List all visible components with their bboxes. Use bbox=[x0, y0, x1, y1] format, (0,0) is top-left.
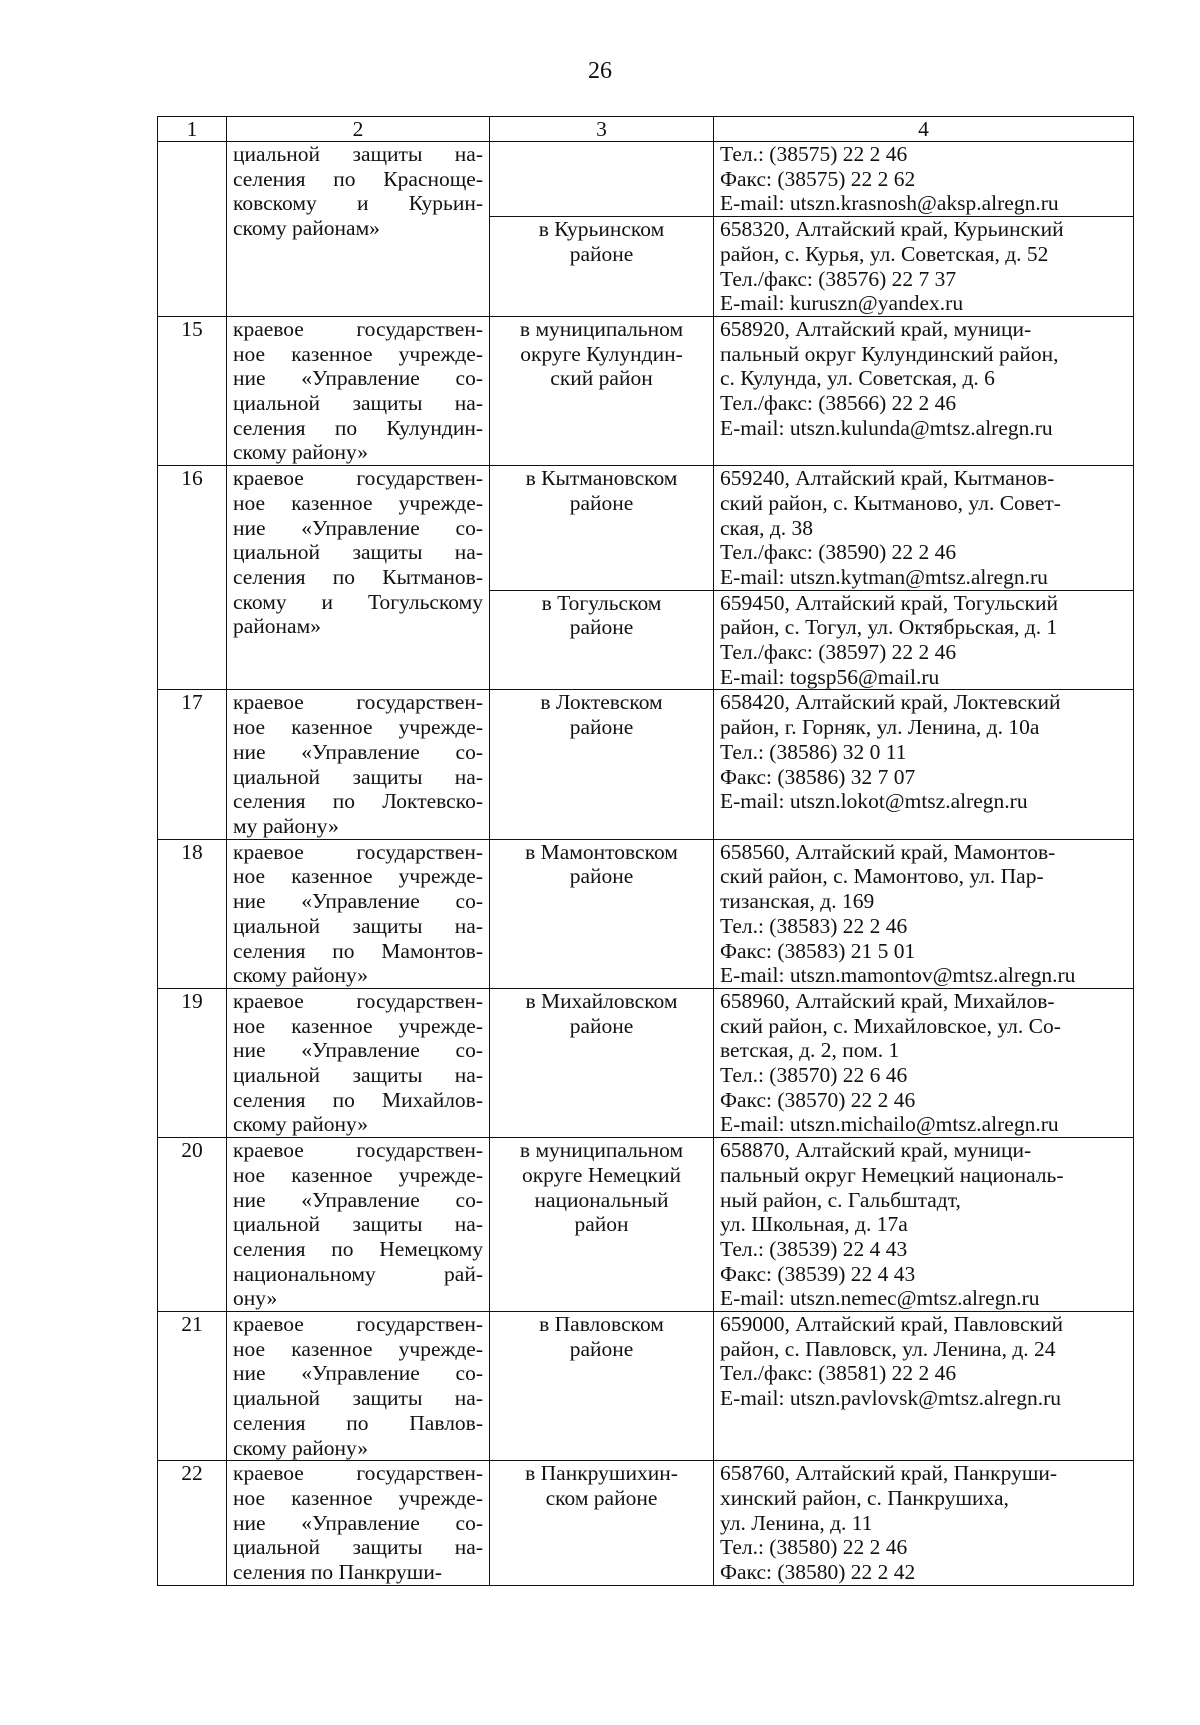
address-line: 658560, Алтайский край, Мамонтов- bbox=[720, 839, 1056, 864]
institution-name-line: циальной защиты на- bbox=[233, 1535, 483, 1560]
institution-name-line: краевое государствен- bbox=[233, 466, 483, 491]
location-line: районе bbox=[569, 1013, 634, 1038]
address-line: Тел./факс: (38590) 22 2 46 bbox=[720, 540, 957, 565]
location-cell bbox=[490, 142, 714, 217]
institution-name-line: краевое государствен- bbox=[233, 988, 483, 1013]
table-header-row bbox=[158, 117, 1134, 142]
institution-name-line: ние «Управление со- bbox=[233, 1361, 483, 1386]
institution-name-line: циальной защиты на- bbox=[233, 1063, 483, 1088]
email-line: E-mail: utszn.kytman@mtsz.alregn.ru bbox=[720, 564, 1048, 589]
address-line: 658320, Алтайский край, Курьинский bbox=[720, 217, 1064, 242]
address-line: район, с. Тогул, ул. Октябрьская, д. 1 bbox=[720, 615, 1058, 640]
location-cell bbox=[490, 1461, 714, 1586]
table-row bbox=[158, 142, 1134, 217]
location-line: районе bbox=[569, 490, 634, 515]
institution-name-line: ное казенное учрежде- bbox=[233, 1336, 483, 1361]
institution-name-line: скому районам» bbox=[233, 216, 380, 241]
address-line: Тел./факс: (38566) 22 2 46 bbox=[720, 391, 957, 416]
address-cell bbox=[714, 690, 1134, 839]
location-cell bbox=[490, 217, 714, 317]
address-line: Факс: (38586) 32 7 07 bbox=[720, 764, 916, 789]
location-line: округе Кулундин- bbox=[520, 341, 683, 366]
location-line: ском районе bbox=[545, 1485, 658, 1510]
address-cell bbox=[714, 217, 1134, 317]
address-cell bbox=[714, 316, 1134, 465]
address-cell bbox=[714, 142, 1134, 217]
institution-name-line: скому и Тогульскому bbox=[233, 589, 483, 614]
page-number: 26 bbox=[588, 58, 612, 84]
institution-name-line: ону» bbox=[233, 1286, 278, 1311]
institution-name-line: селения по Локтевско- bbox=[233, 789, 483, 814]
location-cell bbox=[490, 988, 714, 1137]
institution-name-line: ние «Управление со- bbox=[233, 1187, 483, 1212]
address-line: Тел.: (38539) 22 4 43 bbox=[720, 1236, 908, 1261]
location-line: районе bbox=[569, 1336, 634, 1361]
table-row bbox=[158, 839, 1134, 988]
address-line: пальный округ Немецкий националь- bbox=[720, 1162, 1064, 1187]
institution-name bbox=[227, 690, 490, 839]
row-number: 21 bbox=[158, 1312, 227, 1461]
institution-name bbox=[227, 1138, 490, 1312]
row-number: 18 bbox=[158, 839, 227, 988]
location-line: в Тогульском bbox=[541, 590, 662, 615]
institution-name bbox=[227, 466, 490, 690]
institution-name-line: циальной защиты на- bbox=[233, 540, 483, 565]
address-cell bbox=[714, 1312, 1134, 1461]
institution-name-line: му району» bbox=[233, 813, 339, 838]
institution-name-line: скому району» bbox=[233, 440, 369, 465]
address-line: ский район, с. Кытманово, ул. Совет- bbox=[720, 490, 1061, 515]
location-line: в Панкрушихин- bbox=[525, 1461, 678, 1486]
institution-name-line: национальному рай- bbox=[233, 1261, 483, 1286]
address-cell bbox=[714, 590, 1134, 690]
institution-name-line: краевое государствен- bbox=[233, 1312, 483, 1337]
row-number: 15 bbox=[158, 316, 227, 465]
institution-name-line: ное казенное учрежде- bbox=[233, 1013, 483, 1038]
row-number: 17 bbox=[158, 690, 227, 839]
address-line: район, с. Павловск, ул. Ленина, д. 24 bbox=[720, 1336, 1056, 1361]
address-line: 658920, Алтайский край, муници- bbox=[720, 316, 1032, 341]
column-header-address: 4 bbox=[714, 117, 1134, 142]
address-line: ский район, с. Мамонтово, ул. Пар- bbox=[720, 864, 1044, 889]
institution-name-line: скому району» bbox=[233, 1435, 369, 1460]
institution-name-line: селения по Панкруши- bbox=[233, 1560, 442, 1585]
institution-name-line: ние «Управление со- bbox=[233, 889, 483, 914]
address-line: Тел./факс: (38581) 22 2 46 bbox=[720, 1361, 957, 1386]
location-line: в Михайловском bbox=[525, 988, 678, 1013]
institution-name-line: ние «Управление со- bbox=[233, 1510, 483, 1535]
location-line: округе Немецкий bbox=[521, 1162, 682, 1187]
address-line: тизанская, д. 169 bbox=[720, 889, 875, 914]
table-row bbox=[158, 1138, 1134, 1312]
location-line: ский район bbox=[550, 366, 653, 391]
address-line: 659240, Алтайский край, Кытманов- bbox=[720, 466, 1055, 491]
institution-name-line: селения по Кулундин- bbox=[233, 415, 483, 440]
location-line: районе bbox=[569, 241, 634, 266]
address-line: ул. Ленина, д. 11 bbox=[720, 1510, 873, 1535]
address-line: район, с. Курья, ул. Советская, д. 52 bbox=[720, 241, 1049, 266]
email-line: E-mail: utszn.pavlovsk@mtsz.alregn.ru bbox=[720, 1386, 1062, 1411]
location-line: в Павловском bbox=[539, 1312, 664, 1337]
institution-name-line: ное казенное учрежде- bbox=[233, 864, 483, 889]
institution-name-line: районам» bbox=[233, 614, 321, 639]
location-line: в Кытмановском bbox=[525, 466, 678, 491]
address-line: Факс: (38583) 21 5 01 bbox=[720, 938, 916, 963]
institution-name-line: селения по Краснощe- bbox=[233, 166, 483, 191]
address-line: с. Кулунда, ул. Советская, д. 6 bbox=[720, 366, 995, 391]
location-cell bbox=[490, 839, 714, 988]
institution-name-line: циальной защиты на- bbox=[233, 1212, 483, 1237]
address-line: 658420, Алтайский край, Локтевский bbox=[720, 690, 1061, 715]
email-line: E-mail: utszn.lokot@mtsz.alregn.ru bbox=[720, 789, 1028, 814]
institution-name-line: ние «Управление со- bbox=[233, 1038, 483, 1063]
location-cell bbox=[490, 1138, 714, 1312]
location-line: в муниципальном bbox=[519, 1138, 684, 1163]
location-line: районе bbox=[569, 715, 634, 740]
address-line: 658960, Алтайский край, Михайлов- bbox=[720, 988, 1055, 1013]
address-line: Факс: (38580) 22 2 42 bbox=[720, 1560, 916, 1585]
location-cell bbox=[490, 466, 714, 591]
row-number: 22 bbox=[158, 1461, 227, 1586]
institution-name-line: ное казенное учрежде- bbox=[233, 490, 483, 515]
address-line: пальный округ Кулундинский район, bbox=[720, 341, 1059, 366]
table-body bbox=[158, 142, 1134, 1586]
institution-name-line: циальной защиты на- bbox=[233, 142, 483, 166]
institution-name-line: ное казенное учрежде- bbox=[233, 715, 483, 740]
address-line: хинский район, с. Панкрушиха, bbox=[720, 1485, 1009, 1510]
address-line: ский район, с. Михайловское, ул. Со- bbox=[720, 1013, 1061, 1038]
address-line: 659000, Алтайский край, Павловский bbox=[720, 1312, 1064, 1337]
address-line: Факс: (38575) 22 2 62 bbox=[720, 166, 916, 191]
column-header-location: 3 bbox=[490, 117, 714, 142]
address-line: Тел.: (38575) 22 2 46 bbox=[720, 142, 908, 166]
location-line: районе bbox=[569, 864, 634, 889]
row-number bbox=[158, 142, 227, 317]
institution-name-line: циальной защиты на- bbox=[233, 764, 483, 789]
location-line: в Мамонтовском bbox=[525, 839, 678, 864]
location-line: в муниципальном bbox=[519, 316, 684, 341]
email-line: E-mail: kuruszn@yandex.ru bbox=[720, 291, 964, 316]
location-cell bbox=[490, 690, 714, 839]
institution-name-line: селения по Немецкому bbox=[233, 1236, 483, 1261]
institution-name bbox=[227, 988, 490, 1137]
institution-name-line: селения по Кытманов- bbox=[233, 564, 483, 589]
location-cell bbox=[490, 1312, 714, 1461]
row-number: 16 bbox=[158, 466, 227, 690]
address-cell bbox=[714, 1138, 1134, 1312]
institution-name-line: циальной защиты на- bbox=[233, 1386, 483, 1411]
table-row bbox=[158, 1312, 1134, 1461]
address-line: 659450, Алтайский край, Тогульский bbox=[720, 590, 1059, 615]
institution-name-line: селения по Михайлов- bbox=[233, 1087, 483, 1112]
table-row bbox=[158, 466, 1134, 591]
institution-name bbox=[227, 316, 490, 465]
email-line: E-mail: utszn.nemec@mtsz.alregn.ru bbox=[720, 1286, 1040, 1311]
address-line: район, г. Горняк, ул. Ленина, д. 10а bbox=[720, 715, 1040, 740]
institution-name-line: циальной защиты на- bbox=[233, 913, 483, 938]
institution-name bbox=[227, 1461, 490, 1586]
row-number: 19 bbox=[158, 988, 227, 1137]
institution-name-line: ное казенное учрежде- bbox=[233, 1485, 483, 1510]
institution-name-line: ние «Управление со- bbox=[233, 739, 483, 764]
address-cell bbox=[714, 466, 1134, 591]
address-line: Факс: (38570) 22 2 46 bbox=[720, 1087, 916, 1112]
institution-name bbox=[227, 1312, 490, 1461]
institution-name-line: краевое государствен- bbox=[233, 1461, 483, 1486]
address-cell bbox=[714, 988, 1134, 1137]
institution-name bbox=[227, 142, 490, 317]
institution-name-line: ние «Управление со- bbox=[233, 515, 483, 540]
institution-name-line: краевое государствен- bbox=[233, 690, 483, 715]
table-row bbox=[158, 1461, 1134, 1586]
address-line: ветская, д. 2, пом. 1 bbox=[720, 1038, 900, 1063]
institution-name-line: ное казенное учрежде- bbox=[233, 1162, 483, 1187]
institution-name-line: циальной защиты на- bbox=[233, 391, 483, 416]
address-cell bbox=[714, 1461, 1134, 1586]
email-line: E-mail: togsp56@mail.ru bbox=[720, 664, 940, 689]
location-line: национальный bbox=[534, 1187, 669, 1212]
location-line bbox=[496, 142, 707, 167]
institution-name-line: скому району» bbox=[233, 963, 369, 988]
email-line: E-mail: utszn.mamontov@mtsz.alregn.ru bbox=[720, 963, 1076, 988]
institution-name-line: селения по Павлов- bbox=[233, 1410, 483, 1435]
address-line: Факс: (38539) 22 4 43 bbox=[720, 1261, 916, 1286]
institution-name-line: ние «Управление со- bbox=[233, 366, 483, 391]
address-line: ул. Школьная, д. 17а bbox=[720, 1212, 908, 1237]
location-line: район bbox=[574, 1212, 629, 1237]
address-line: ный район, с. Гальбштадт, bbox=[720, 1187, 961, 1212]
email-line: E-mail: utszn.michailo@mtsz.alregn.ru bbox=[720, 1112, 1059, 1137]
location-line: в Локтевском bbox=[540, 690, 663, 715]
column-header-institution: 2 bbox=[227, 117, 490, 142]
institution-name-line: ное казенное учрежде- bbox=[233, 341, 483, 366]
institutions-table bbox=[157, 116, 1134, 1586]
table-row bbox=[158, 316, 1134, 465]
row-number: 20 bbox=[158, 1138, 227, 1312]
institution-name-line: скому району» bbox=[233, 1112, 369, 1137]
address-line: Тел./факс: (38597) 22 2 46 bbox=[720, 640, 957, 665]
location-cell bbox=[490, 590, 714, 690]
address-line: Тел.: (38580) 22 2 46 bbox=[720, 1535, 908, 1560]
address-line: Тел./факс: (38576) 22 7 37 bbox=[720, 266, 957, 291]
column-header-number: 1 bbox=[158, 117, 227, 142]
address-line: Тел.: (38583) 22 2 46 bbox=[720, 913, 908, 938]
institution-name-line: краевое государствен- bbox=[233, 839, 483, 864]
address-line: 658870, Алтайский край, муници- bbox=[720, 1138, 1032, 1163]
institution-name-line: краевое государствен- bbox=[233, 1138, 483, 1163]
location-line: районе bbox=[569, 615, 634, 640]
address-line: 658760, Алтайский край, Панкруши- bbox=[720, 1461, 1058, 1486]
institution-name-line: краевое государствен- bbox=[233, 316, 483, 341]
email-line: E-mail: utszn.krasnosh@aksp.alregn.ru bbox=[720, 191, 1059, 216]
institution-name-line: селения по Мамонтов- bbox=[233, 938, 483, 963]
address-line: Тел.: (38570) 22 6 46 bbox=[720, 1063, 908, 1088]
address-cell bbox=[714, 839, 1134, 988]
institution-name-line: ковскому и Курьин- bbox=[233, 191, 483, 216]
location-line: в Курьинском bbox=[538, 217, 665, 242]
address-line: Тел.: (38586) 32 0 11 bbox=[720, 739, 907, 764]
institution-name bbox=[227, 839, 490, 988]
location-cell bbox=[490, 316, 714, 465]
email-line: E-mail: utszn.kulunda@mtsz.alregn.ru bbox=[720, 415, 1053, 440]
table-row bbox=[158, 988, 1134, 1137]
table-row bbox=[158, 690, 1134, 839]
address-line: ская, д. 38 bbox=[720, 515, 814, 540]
